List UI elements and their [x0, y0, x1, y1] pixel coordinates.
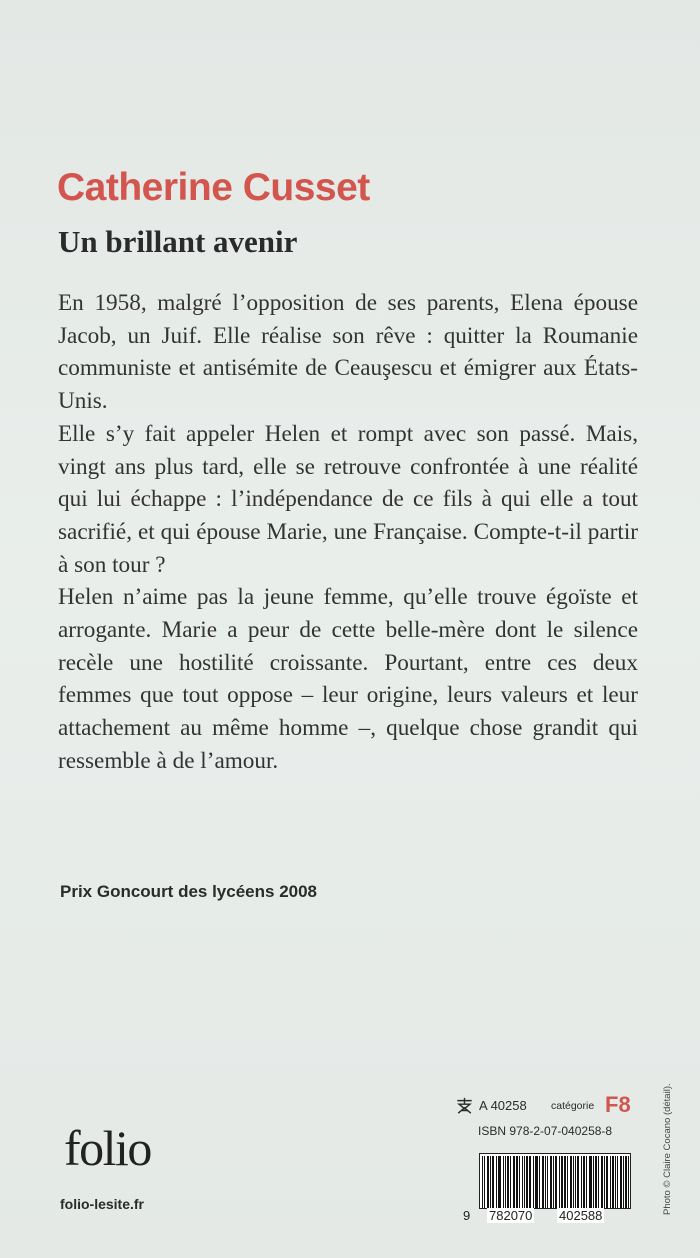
- barcode-bar: [539, 1156, 540, 1208]
- synopsis-paragraph: Elle s’y fait appeler Helen et rompt avec son passé. Mais, vingt ans plus tard, elle se retrouve confrontée à une réalité qui lui échappe : l’indépendance de ce fils à qui elle a tout sacrifié, et qui épouse Marie, une Française. Compte-t-il partir à son tour ?: [58, 420, 638, 578]
- author-name: Catherine Cusset: [57, 166, 370, 209]
- barcode-bar: [500, 1156, 501, 1208]
- barcode-bar: [536, 1156, 537, 1208]
- barcode-bar: [545, 1156, 546, 1208]
- prize-line: Prix Goncourt des lycéens 2008: [60, 882, 318, 901]
- barcode-bar: [590, 1156, 591, 1208]
- barcode-bar: [583, 1156, 584, 1208]
- barcode-bar: [628, 1156, 629, 1208]
- barcode-bar: [586, 1156, 587, 1208]
- barcode-bar: [565, 1156, 566, 1208]
- barcode-first-digit: 9: [463, 1208, 471, 1223]
- barcode-bar: [564, 1156, 565, 1208]
- publisher-mark-icon: [455, 1097, 474, 1115]
- barcode-bar: [607, 1156, 608, 1208]
- barcode-bar: [562, 1156, 563, 1208]
- barcode-bar: [508, 1156, 509, 1208]
- barcode-right-group: 402588: [559, 1208, 603, 1223]
- barcode-bar: [615, 1156, 616, 1208]
- barcode-bar: [591, 1156, 592, 1208]
- photo-credit: Photo © Claire Cocano (détail).: [662, 1083, 673, 1215]
- catalog-line: [455, 1094, 635, 1120]
- barcode-bar: [555, 1156, 556, 1208]
- barcode-bar: [542, 1156, 543, 1208]
- barcode-bar: [623, 1156, 624, 1208]
- barcode-bar: [613, 1156, 614, 1208]
- barcode-bar: [498, 1156, 499, 1208]
- barcode-bar: [577, 1156, 578, 1208]
- barcode-bar: [513, 1156, 514, 1208]
- barcode-bar: [517, 1156, 518, 1208]
- barcode: [463, 1148, 633, 1228]
- barcode-bar: [602, 1156, 603, 1208]
- barcode-bar: [556, 1156, 557, 1208]
- barcode-bar: [567, 1156, 568, 1208]
- barcode-bar: [598, 1156, 599, 1208]
- barcode-bar: [575, 1156, 576, 1208]
- barcode-bar: [581, 1156, 582, 1208]
- synopsis-paragraph: En 1958, malgré l’opposition de ses parents, Elena épouse Jacob, un Juif. Elle réalise son rêve : quitter la Roumanie communiste et antisémite de Ceauşescu et émigrer aux États-Unis.: [58, 290, 638, 415]
- barcode-bar: [514, 1156, 515, 1208]
- category-value: F8: [605, 1092, 631, 1117]
- barcode-bar: [604, 1156, 605, 1208]
- barcode-left-group: 782070: [489, 1208, 533, 1223]
- barcode-bar: [499, 1156, 500, 1208]
- barcode-bar: [526, 1156, 527, 1208]
- synopsis: [58, 287, 638, 778]
- barcode-bar: [610, 1156, 611, 1208]
- barcode-bar: [595, 1156, 596, 1208]
- barcode-bar: [584, 1156, 585, 1208]
- book-title: Un brillant avenir: [58, 224, 298, 259]
- category-label: catégorie: [551, 1100, 595, 1112]
- barcode-bar: [593, 1156, 594, 1208]
- barcode-bar: [537, 1156, 538, 1208]
- barcode-bar: [570, 1156, 571, 1208]
- isbn: ISBN 978-2-07-040258-8: [478, 1124, 613, 1138]
- barcode-bar: [573, 1156, 574, 1208]
- barcode-bar: [505, 1156, 506, 1208]
- barcode-bar: [488, 1156, 489, 1208]
- barcode-bar: [490, 1156, 491, 1208]
- barcode-bar: [527, 1156, 528, 1208]
- barcode-bar: [561, 1156, 562, 1208]
- barcode-bar: [510, 1156, 511, 1208]
- barcode-bar: [492, 1156, 493, 1208]
- barcode-bar: [482, 1156, 483, 1208]
- barcode-bar: [516, 1156, 517, 1208]
- barcode-bar: [606, 1156, 607, 1208]
- barcode-bar: [559, 1156, 560, 1208]
- barcode-bar: [533, 1156, 534, 1208]
- barcode-bar: [503, 1156, 504, 1208]
- barcode-bars: [479, 1153, 631, 1209]
- barcode-bar: [601, 1156, 602, 1208]
- barcode-bar: [493, 1156, 494, 1208]
- barcode-bar: [551, 1156, 552, 1208]
- barcode-bar: [522, 1156, 523, 1208]
- barcode-bar: [550, 1156, 551, 1208]
- barcode-bar: [507, 1156, 508, 1208]
- barcode-bar: [625, 1156, 626, 1208]
- barcode-bar: [553, 1156, 554, 1208]
- barcode-bar: [620, 1156, 621, 1208]
- barcode-bar: [524, 1156, 525, 1208]
- barcode-bar: [626, 1156, 627, 1208]
- barcode-bar: [621, 1156, 622, 1208]
- barcode-bar: [543, 1156, 544, 1208]
- barcode-bar: [529, 1156, 530, 1208]
- barcode-bar: [617, 1156, 618, 1208]
- barcode-bar: [589, 1156, 590, 1208]
- folio-logo: folio: [64, 1120, 151, 1176]
- barcode-bar: [487, 1156, 488, 1208]
- barcode-bar: [535, 1156, 536, 1208]
- barcode-bar: [578, 1156, 579, 1208]
- barcode-bar: [596, 1156, 597, 1208]
- barcode-bar: [530, 1156, 531, 1208]
- barcode-bar: [496, 1156, 497, 1208]
- publisher-website: folio-lesite.fr: [60, 1196, 145, 1212]
- synopsis-paragraph: Helen n’aime pas la jeune femme, qu’elle trouve égoïste et arrogante. Marie a peur de cette belle-mère dont le silence recèle une hostilité croissante. Pourtant, entre ces deux femmes que tout oppose – leur origine, leurs valeurs et leur attachement au même homme –, quelque chose grandit qui ressemble à de l’amour.: [58, 584, 638, 774]
- catalog-code: A 40258: [479, 1098, 527, 1113]
- barcode-bar: [612, 1156, 613, 1208]
- barcode-bar: [484, 1156, 485, 1208]
- barcode-bar: [571, 1156, 572, 1208]
- barcode-bar: [519, 1156, 520, 1208]
- barcode-bar: [547, 1156, 548, 1208]
